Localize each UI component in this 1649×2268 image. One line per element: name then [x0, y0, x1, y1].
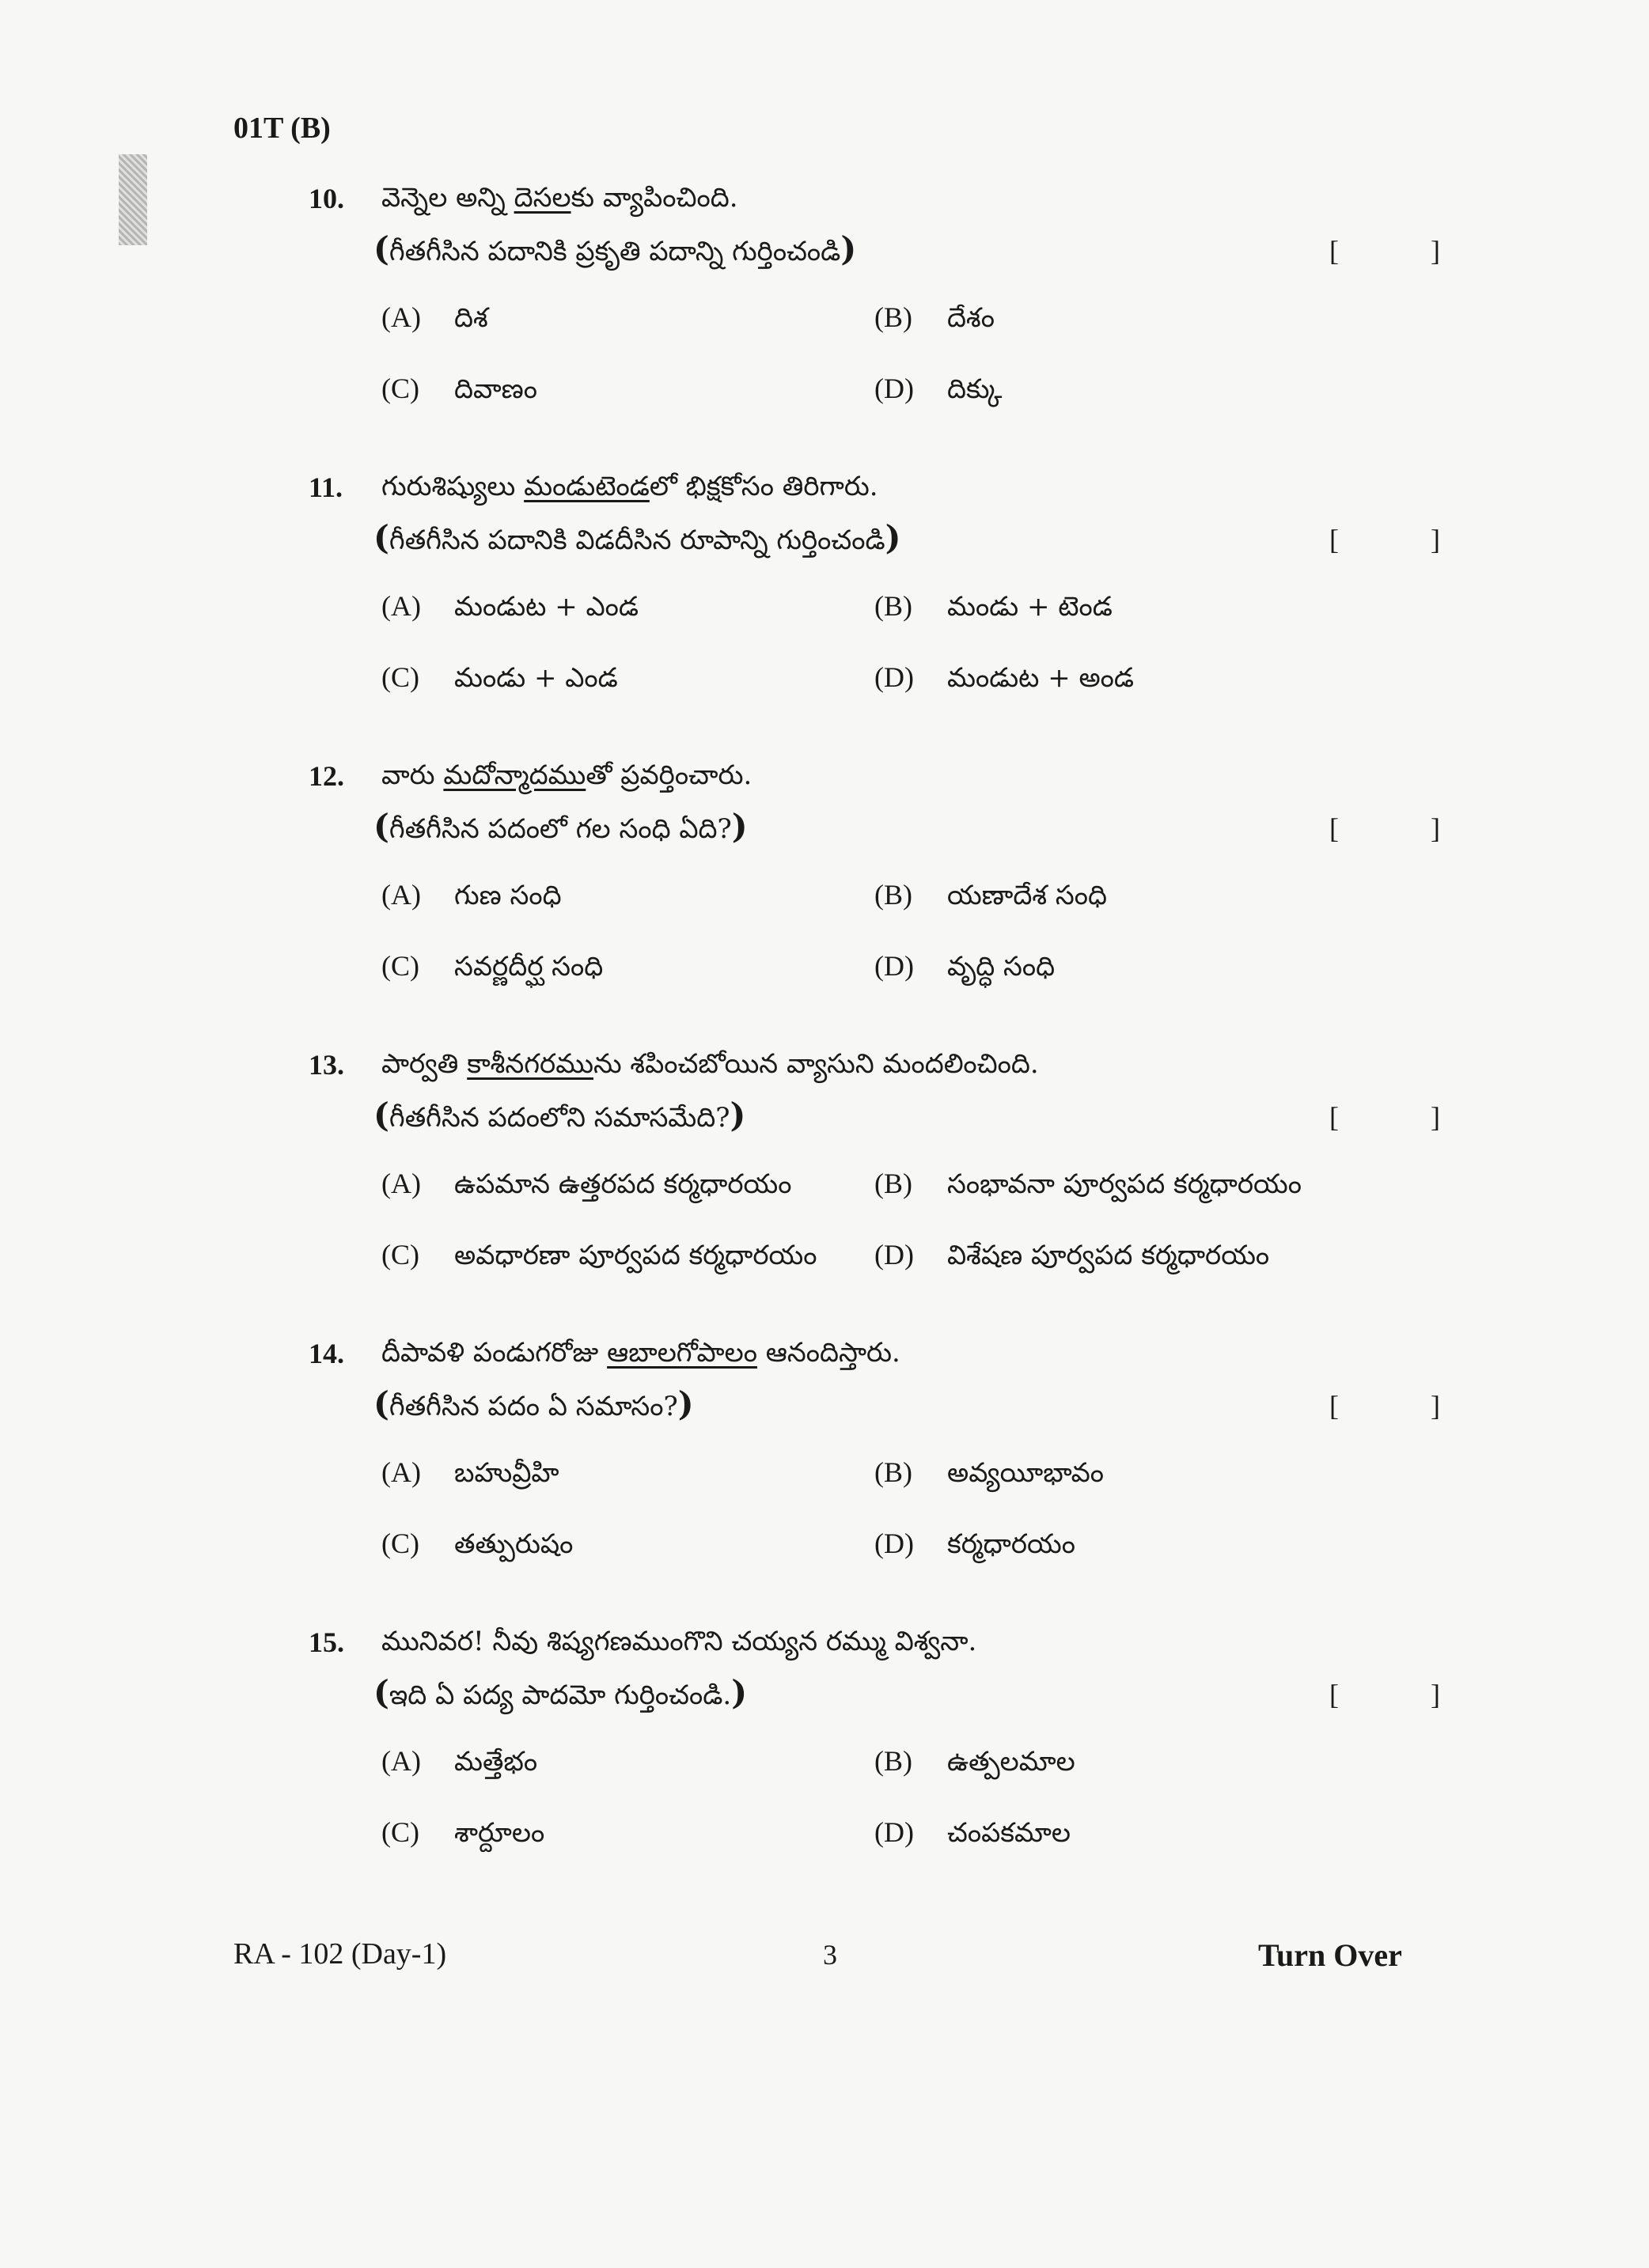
option-a[interactable]: (A) గుణ సంధి [381, 879, 562, 911]
option-a[interactable]: (A) దిశ [381, 301, 488, 334]
question-instruction: (గీతగీసిన పదం ఏ సమాసం?) [373, 1384, 694, 1423]
question-number: 12. [309, 760, 344, 792]
option-a[interactable]: (A) మండుట + ఎండ [381, 590, 639, 623]
question-instruction: (గీతగీసిన పదానికి ప్రకృతి పదాన్ని గుర్తించండి) [373, 229, 857, 268]
option-d[interactable]: (D) వృద్ధి సంధి [874, 950, 1056, 983]
question-number: 10. [309, 183, 344, 214]
question-text: వారు మదోన్మాదముతో ప్రవర్తించారు. [381, 759, 752, 791]
option-b[interactable]: (B) మండు + టెండ [874, 590, 1113, 623]
option-a[interactable]: (A) బహువ్రీహి [381, 1456, 559, 1489]
question-14 [309, 1337, 1456, 1606]
option-b[interactable]: (B) దేశం [874, 301, 995, 334]
answer-bracket[interactable]: [ ] [1329, 1390, 1440, 1422]
question-13 [309, 1048, 1456, 1317]
answer-bracket[interactable]: [ ] [1329, 524, 1440, 555]
underlined-word: దెసల [514, 182, 571, 214]
option-c[interactable]: (C) సవర్ణదీర్ఘ సంధి [381, 950, 604, 983]
page-code: 01T (B) [233, 112, 331, 145]
question-instruction: (గీతగీసిన పదంలోని సమాసమేది?) [373, 1096, 746, 1134]
option-a[interactable]: (A) ఉపమాన ఉత్తరపద కర్మధారయం [381, 1168, 792, 1200]
option-b[interactable]: (B) ఉత్పలమాల [874, 1745, 1075, 1778]
option-c[interactable]: (C) మండు + ఎండ [381, 661, 618, 694]
page-number: 3 [823, 1939, 837, 1971]
question-text: దీపావళి పండుగరోజు ఆబాలగోపాలం ఆనందిస్తారు. [381, 1337, 900, 1369]
question-text: గురుశిష్యులు మండుటెండలో భిక్షకోసం తిరిగారు. [381, 471, 878, 502]
question-number: 14. [309, 1338, 344, 1369]
option-b[interactable]: (B) యణాదేశ సంధి [874, 879, 1107, 911]
option-c[interactable]: (C) అవధారణా పూర్వపద కర్మధారయం [381, 1239, 817, 1271]
question-12 [309, 759, 1456, 1028]
footer-exam-code: RA - 102 (Day-1) [233, 1937, 447, 1971]
option-c[interactable]: (C) దివాణం [381, 373, 537, 405]
answer-bracket[interactable]: [ ] [1329, 1679, 1440, 1710]
question-instruction: (గీతగీసిన పదంలో గల సంధి ఏది?) [373, 807, 748, 846]
option-b[interactable]: (B) సంభావనా పూర్వపద కర్మధారయం [874, 1168, 1302, 1200]
option-c[interactable]: (C) తత్పురుషం [381, 1528, 574, 1560]
question-number: 11. [309, 471, 343, 503]
underlined-word: మదోన్మాదము [443, 759, 586, 791]
underlined-word: కాశీనగరము [467, 1048, 593, 1080]
turn-over-label: Turn Over [1258, 1937, 1402, 1973]
option-d[interactable]: (D) దిక్కు [874, 373, 1003, 405]
underlined-word: మండుటెండ [524, 471, 650, 502]
option-d[interactable]: (D) మండుట + అండ [874, 661, 1135, 694]
option-d[interactable]: (D) విశేషణ పూర్వపద కర్మధారయం [874, 1239, 1270, 1271]
option-a[interactable]: (A) మత్తేభం [381, 1745, 538, 1778]
option-b[interactable]: (B) అవ్యయీభావం [874, 1456, 1105, 1489]
scan-artifact [119, 154, 147, 245]
option-d[interactable]: (D) చంపకమాల [874, 1816, 1071, 1849]
question-text: వెన్నెల అన్ని దెసలకు వ్యాపించింది. [381, 182, 738, 214]
answer-bracket[interactable]: [ ] [1329, 1101, 1440, 1133]
option-d[interactable]: (D) కర్మధారయం [874, 1528, 1075, 1560]
question-text: మునివర! నీవు శిష్యగణముంగొని చయ్యన రమ్ము విశ్వనా. [381, 1626, 977, 1657]
question-number: 13. [309, 1049, 344, 1081]
question-10 [309, 182, 1456, 451]
answer-bracket[interactable]: [ ] [1329, 812, 1440, 844]
answer-bracket[interactable]: [ ] [1329, 235, 1440, 267]
underlined-word: ఆబాలగోపాలం [607, 1337, 757, 1369]
question-instruction: (ఇది ఏ పద్య పాదమో గుర్తించండి.) [373, 1673, 748, 1712]
question-15 [309, 1626, 1456, 1895]
question-number: 15. [309, 1626, 344, 1658]
question-text: పార్వతి కాశీనగరమును శపించబోయిన వ్యాసుని మందలించింది. [381, 1048, 1039, 1080]
question-11 [309, 471, 1456, 740]
question-instruction: (గీతగీసిన పదానికి విడదీసిన రూపాన్ని గుర్తించండి) [373, 518, 901, 557]
option-c[interactable]: (C) శార్దూలం [381, 1816, 545, 1849]
